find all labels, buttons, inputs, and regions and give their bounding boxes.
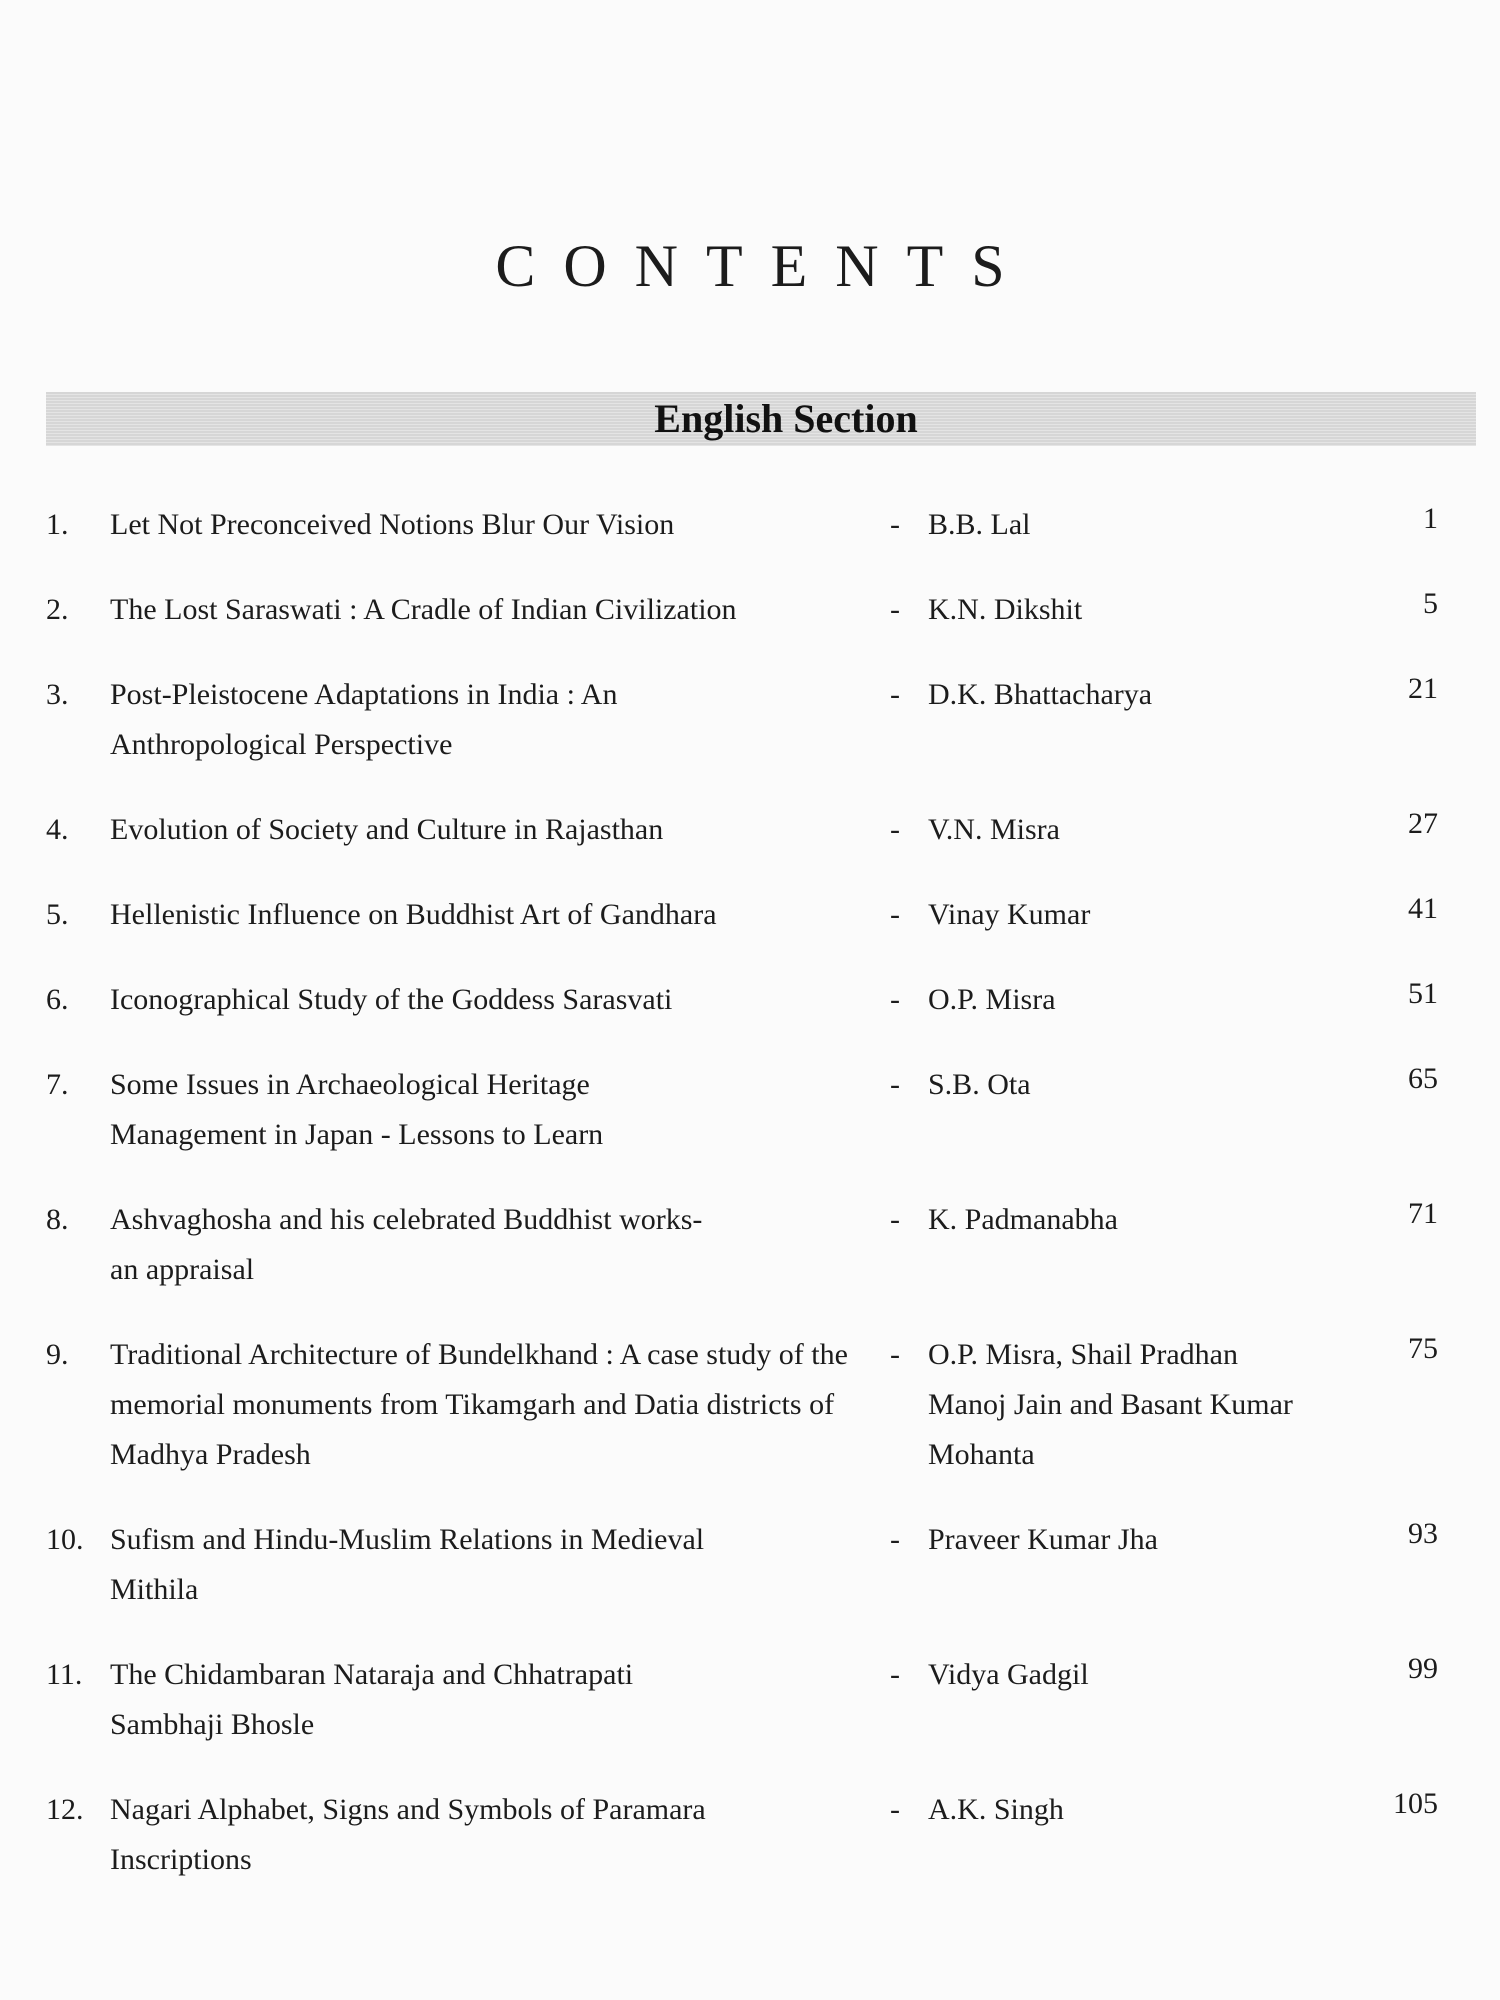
entry-author: O.P. Misra [928, 983, 1056, 1016]
entry-number: 8. [46, 1203, 69, 1236]
entry-title: Traditional Architecture of Bundelkhand : A case study of the memorial monuments from Tikamgarh and Datia districts of Madhya Pradesh [110, 1338, 848, 1471]
entry-title: The Lost Saraswati : A Cradle of Indian Civilization [110, 593, 737, 626]
entry-title: The Chidambaran Nataraja and Chhatrapati Sambhaji Bhosle [110, 1658, 634, 1741]
entry-page-number: 21 [1408, 672, 1438, 705]
entry-dash: - [890, 983, 900, 1016]
entry-dash: - [890, 813, 900, 846]
entry-page-number: 93 [1408, 1517, 1438, 1550]
entry-title: Evolution of Society and Culture in Rajasthan [110, 813, 664, 846]
entry-dash: - [890, 1338, 900, 1371]
entry-number: 2. [46, 593, 69, 626]
entry-author: K. Padmanabha [928, 1203, 1118, 1236]
entry-title: Iconographical Study of the Goddess Sarasvati [110, 983, 673, 1016]
entry-page-number: 51 [1408, 977, 1438, 1010]
entry-number: 7. [46, 1068, 69, 1101]
entry-author: Vinay Kumar [928, 898, 1091, 931]
entry-number: 10. [46, 1523, 84, 1556]
entry-author: O.P. Misra, Shail Pradhan Manoj Jain and Basant Kumar Mohanta [928, 1338, 1293, 1471]
entry-author: Praveer Kumar Jha [928, 1523, 1158, 1556]
entry-number: 9. [46, 1338, 69, 1371]
entry-dash: - [890, 1658, 900, 1691]
entry-title: Nagari Alphabet, Signs and Symbols of Paramara Inscriptions [110, 1793, 706, 1876]
entry-page-number: 27 [1408, 807, 1438, 840]
entry-author: D.K. Bhattacharya [928, 678, 1153, 711]
entry-page-number: 99 [1408, 1652, 1438, 1685]
entry-number: 3. [46, 678, 69, 711]
entry-title: Post-Pleistocene Adaptations in India : An Anthropological Perspective [110, 678, 618, 761]
entry-dash: - [890, 898, 900, 931]
entry-page-number: 65 [1408, 1062, 1438, 1095]
entry-title: Some Issues in Archaeological Heritage Management in Japan - Lessons to Learn [110, 1068, 604, 1151]
entry-page-number: 105 [1393, 1787, 1438, 1820]
entry-author: A.K. Singh [928, 1793, 1064, 1826]
entry-dash: - [890, 508, 900, 541]
entry-number: 11. [46, 1658, 83, 1691]
entry-title: Hellenistic Influence on Buddhist Art of Gandhara [110, 898, 717, 931]
entry-number: 5. [46, 898, 69, 931]
entry-page-number: 1 [1423, 502, 1438, 535]
entry-dash: - [890, 1793, 900, 1826]
entry-author: V.N. Misra [928, 813, 1060, 846]
entry-title: Sufism and Hindu-Muslim Relations in Medieval Mithila [110, 1523, 705, 1606]
entry-title: Ashvaghosha and his celebrated Buddhist works- an appraisal [110, 1203, 703, 1286]
entry-title: Let Not Preconceived Notions Blur Our Vision [110, 508, 675, 541]
entry-page-number: 75 [1408, 1332, 1438, 1365]
entry-author: S.B. Ota [928, 1068, 1031, 1101]
entry-number: 4. [46, 813, 69, 846]
entry-dash: - [890, 1523, 900, 1556]
entry-dash: - [890, 1203, 900, 1236]
entry-author: B.B. Lal [928, 508, 1031, 541]
entry-page-number: 71 [1408, 1197, 1438, 1230]
entry-dash: - [890, 678, 900, 711]
entry-number: 12. [46, 1793, 84, 1826]
page-title: CONTENTS [495, 233, 1033, 299]
entry-number: 1. [46, 508, 69, 541]
entry-number: 6. [46, 983, 69, 1016]
entry-dash: - [890, 1068, 900, 1101]
entry-dash: - [890, 593, 900, 626]
entry-page-number: 5 [1423, 587, 1438, 620]
entry-author: Vidya Gadgil [928, 1658, 1089, 1691]
section-heading: English Section [654, 396, 918, 441]
entry-author: K.N. Dikshit [928, 593, 1083, 626]
entry-page-number: 41 [1408, 892, 1438, 925]
